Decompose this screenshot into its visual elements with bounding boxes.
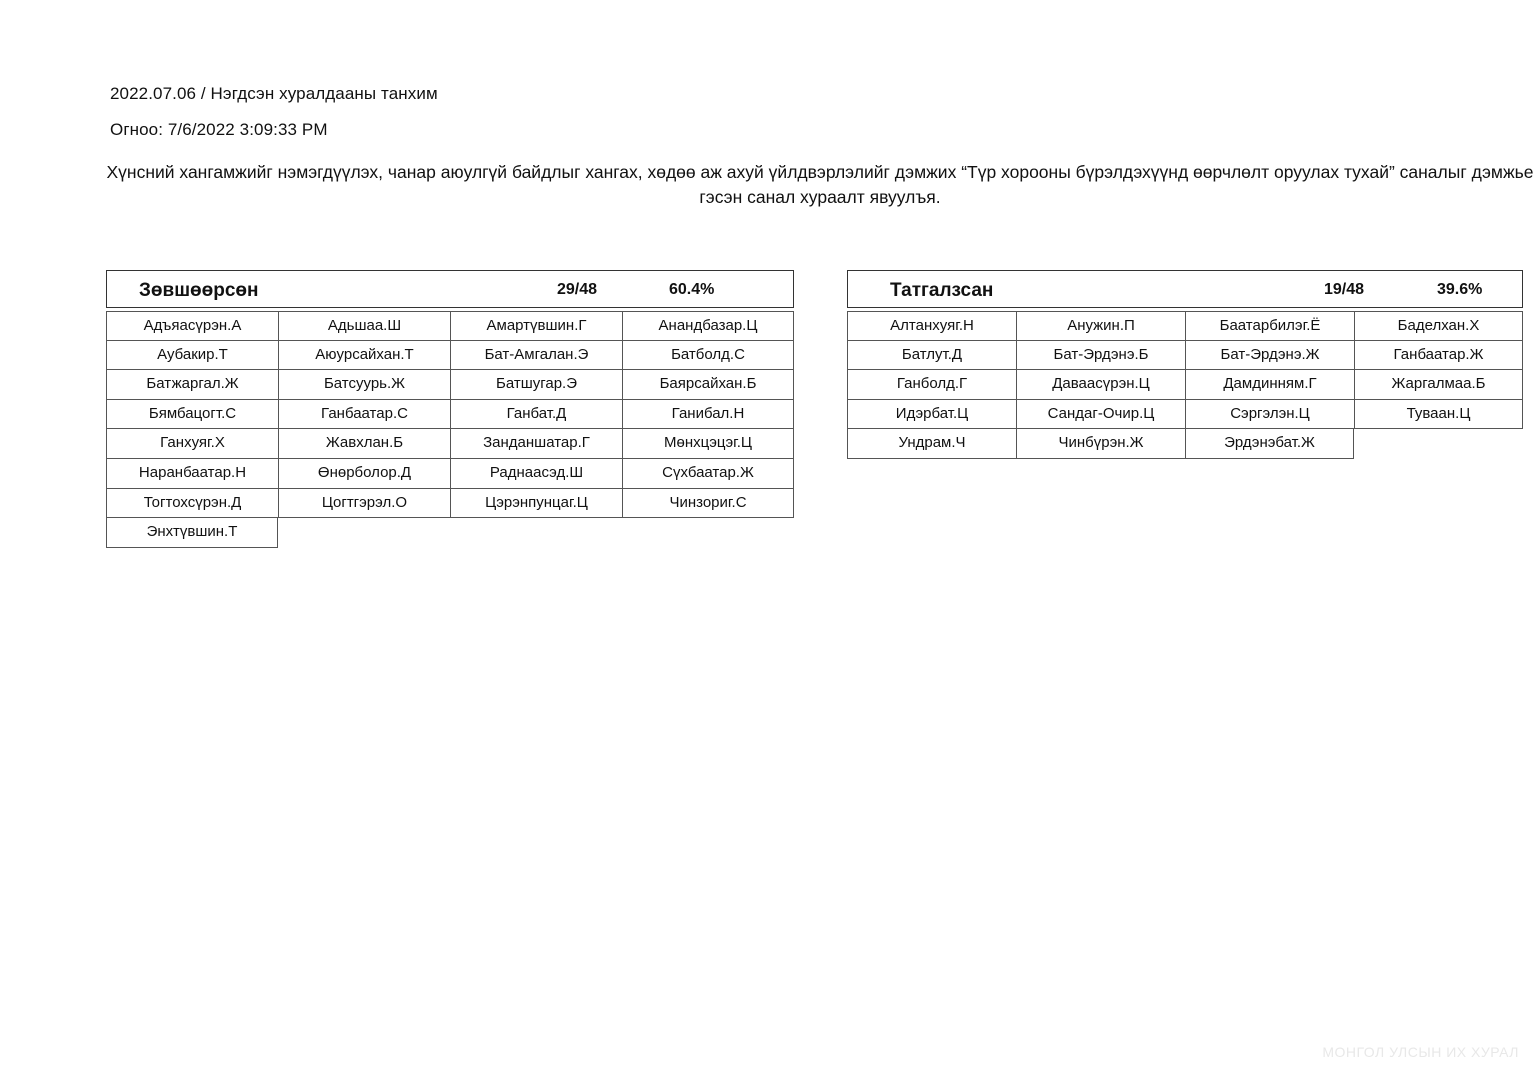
rejected-member-cell: Бат-Эрдэнэ.Б <box>1016 341 1185 371</box>
approved-count: 29/48 <box>557 281 598 298</box>
approved-member-cell: Батболд.С <box>622 341 794 371</box>
rejected-member-cell: Сандаг-Очир.Ц <box>1016 400 1185 430</box>
approved-member-cell: Өнөрболор.Д <box>278 459 450 489</box>
rejected-percent: 39.6% <box>1437 281 1483 298</box>
footer-watermark: МОНГОЛ УЛСЫН ИХ ХУРАЛ <box>1322 1044 1519 1060</box>
approved-member-cell: Мөнхцэцэг.Ц <box>622 429 794 459</box>
rejected-member-cell: Ганболд.Г <box>847 370 1016 400</box>
approved-member-cell: Занданшатар.Г <box>450 429 622 459</box>
approved-member-cell: Наранбаатар.Н <box>106 459 278 489</box>
rejected-member-cell: Туваан.Ц <box>1354 400 1523 430</box>
approved-member-cell: Анандбазар.Ц <box>622 311 794 341</box>
approved-member-cell: Адъяасүрэн.А <box>106 311 278 341</box>
approved-member-cell: Цэрэнпунцаг.Ц <box>450 489 622 519</box>
rejected-member-cell: Баатарбилэг.Ё <box>1185 311 1354 341</box>
approved-member-cell: Адьшаа.Ш <box>278 311 450 341</box>
approved-member-cell: Жавхлан.Б <box>278 429 450 459</box>
approved-member-cell: Ганибал.Н <box>622 400 794 430</box>
approved-member-cell: Ганбаатар.С <box>278 400 450 430</box>
approved-member-cell: Раднаасэд.Ш <box>450 459 622 489</box>
approved-member-cell: Тогтохсүрэн.Д <box>106 489 278 519</box>
approved-member-cell: Батжаргал.Ж <box>106 370 278 400</box>
rejected-member-cell: Сэргэлэн.Ц <box>1185 400 1354 430</box>
approved-member-cell: Батсуурь.Ж <box>278 370 450 400</box>
approved-member-cell: Амартүвшин.Г <box>450 311 622 341</box>
approved-member-cell: Батшугар.Э <box>450 370 622 400</box>
approved-member-cell: Ганбат.Д <box>450 400 622 430</box>
approved-member-cell: Бат-Амгалан.Э <box>450 341 622 371</box>
rejected-member-cell: Жаргалмаа.Б <box>1354 370 1523 400</box>
rejected-header <box>847 270 1523 308</box>
rejected-label: Татгалзсан <box>890 280 994 301</box>
rejected-member-cell: Батлут.Д <box>847 341 1016 371</box>
approved-member-cell: Ганхуяг.Х <box>106 429 278 459</box>
approved-member-cell: Аюурсайхан.Т <box>278 341 450 371</box>
approved-member-cell: Баярсайхан.Б <box>622 370 794 400</box>
rejected-count: 19/48 <box>1324 281 1365 298</box>
rejected-member-cell: Ганбаатар.Ж <box>1354 341 1523 371</box>
approved-header <box>106 270 794 308</box>
rejected-member-cell: Баделхан.Х <box>1354 311 1523 341</box>
rejected-member-cell: Чинбүрэн.Ж <box>1016 429 1185 459</box>
motion-title: Хүнсний хангамжийг нэмэгдүүлэх, чанар аюулгүй байдлыг хангах, хөдөө аж ахуй үйлдвэрлэлийг дэмжих “Түр хорооны бүрэлдэхүүнд өөрчлөлт оруулах тухай” саналыг дэмжье гэсэн санал хураалт явуулъя. <box>106 162 1534 207</box>
approved-member-cell: Чинзориг.С <box>622 489 794 519</box>
approved-member-cell: Сүхбаатар.Ж <box>622 459 794 489</box>
rejected-member-cell: Даваасүрэн.Ц <box>1016 370 1185 400</box>
approved-member-cell: Аубакир.Т <box>106 341 278 371</box>
approved-names-table <box>106 311 794 548</box>
rejected-names-table <box>847 311 1523 459</box>
approved-label: Зөвшөөрсөн <box>139 280 259 301</box>
rejected-member-cell: Бат-Эрдэнэ.Ж <box>1185 341 1354 371</box>
rejected-member-cell: Дамдинням.Г <box>1185 370 1354 400</box>
approved-member-cell: Бямбацогт.С <box>106 400 278 430</box>
session-info: 2022.07.06 / Нэгдсэн хуралдааны танхим <box>110 84 438 103</box>
rejected-member-cell: Идэрбат.Ц <box>847 400 1016 430</box>
rejected-member-cell: Ундрам.Ч <box>847 429 1016 459</box>
approved-member-cell: Энхтүвшин.Т <box>106 518 278 548</box>
rejected-member-cell: Анужин.П <box>1016 311 1185 341</box>
rejected-member-cell: Алтанхуяг.Н <box>847 311 1016 341</box>
approved-percent: 60.4% <box>669 281 715 298</box>
rejected-section <box>847 270 1523 459</box>
approved-section <box>106 270 794 548</box>
rejected-member-cell: Эрдэнэбат.Ж <box>1185 429 1354 459</box>
approved-member-cell: Цогтгэрэл.О <box>278 489 450 519</box>
vote-date: Огноо: 7/6/2022 3:09:33 PM <box>110 120 328 139</box>
